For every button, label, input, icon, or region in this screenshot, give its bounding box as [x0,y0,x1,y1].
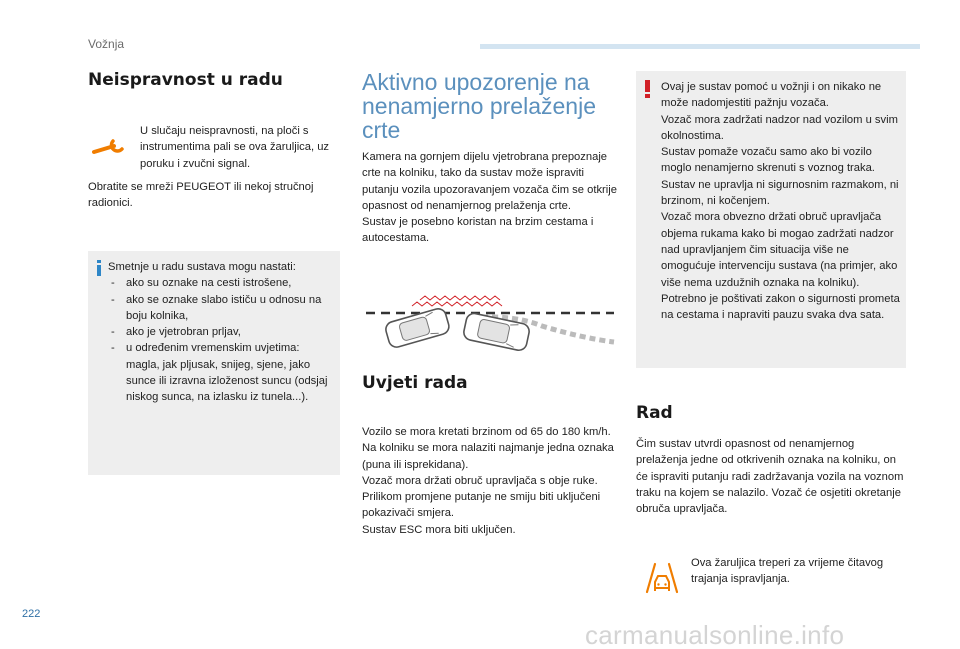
lane-keep-icon [644,562,680,594]
malfunction-title: Neispravnost u radu [88,70,283,90]
list-item: - u određenim vremenskim uvjetima: magla, jak pljusak, snijeg, sjene, jako sunce ili izravna izloženost suncu (odsjaj niskog sunca, na izlasku iz tunela...). [108,340,336,405]
warning-icon [645,80,650,98]
conditions-list [362,424,620,538]
page-number: 222 [22,608,41,620]
lane-assist-title [362,70,622,142]
warning-box [636,71,906,368]
lamp-flash-text: Ova žaruljica treperi za vrijeme čitavog trajanja ispravljanja. [691,557,884,586]
operation-title: Rad [636,403,673,423]
list-item: - ako su oznake na cesti istrošene, [108,275,336,291]
wrench-icon [92,135,126,157]
warning-paragraph: Vozač mora obvezno držati obruč upravljača objema rukama kako bi mogao zadržati nadzor nad upravljanjem čim situacija više ne omogućuje intervenciju sustava (na primjer, ako više nema uzdužnih oznaka na kolniku). [661,211,898,289]
watermark: carmanualsonline.info [585,620,845,649]
note-box [88,251,340,475]
intro-paragraph: Kamera na gornjem dijelu vjetrobrana prepoznaje crte na kolniku, tako da sustav može ispraviti putanju vozila upozoravanjem vozača čim se otkrije opasnost od nenamjernog prelaženja crte. [362,151,617,212]
list-item: Na kolniku se mora nalaziti najmanje jedna oznaka (puna ili isprekidana). [362,442,614,471]
operation-text: Čim sustav utvrdi opasnost od nenamjernog prelaženja jedne od otkrivenih oznaka na kolniku, on će ispraviti putanju radi zadržavanja vozila na voznom traku na kojem se nalazilo. Vozač će osjetiti okretanje obruča upravljača. [636,438,904,516]
contact-network-text: Obratite se mreži PEUGEOT ili nekoj stručnoj radionici. [88,181,314,210]
section-label: Vožnja [88,37,125,51]
list-item: Vozač mora držati obruč upravljača s obje ruke. [362,474,598,487]
warning-paragraph: Vozač mora zadržati nadzor nad vozilom u svim okolnostima. [661,113,898,142]
list-item: Prilikom promjene putanje ne smiju biti uključeni pokazivači smjera. [362,491,601,520]
title-line: crte [362,117,401,143]
lane-assist-intro [362,149,620,247]
lane-correction-illustration [362,280,618,358]
note-intro: Smetnje u radu sustava mogu nastati: [108,261,296,273]
note-list [108,275,336,405]
info-icon [97,260,101,276]
warning-paragraph: Ovaj je sustav pomoć u vožnji i on nikako ne može nadomjestiti pažnju vozača. [661,81,882,110]
list-item: Vozilo se mora kretati brzinom od 65 do 180 km/h. [362,426,611,438]
list-item: - ako je vjetrobran prljav, [108,324,336,340]
warning-lamp-text: U slučaju neispravnosti, na ploči s instrumentima pali se ova žaruljica, uz poruku i zvučni signal. [140,125,330,170]
title-line: nenamjerno prelaženje [362,93,596,119]
intro-paragraph: Sustav je posebno koristan na brzim cestama i autocestama. [362,216,594,245]
list-item: - ako se oznake slabo ističu u odnosu na boju kolnika, [108,292,336,325]
warning-paragraph: Sustav pomaže vozaču samo ako bi vozilo moglo nenamjerno skrenuti s voznog traka. Sustav ne upravlja ni sigurnosnim razmakom, ni brzinom, ni kočenjem. [661,146,899,208]
warning-paragraph: Potrebno je poštivati zakon o sigurnosti prometa na cestama i napraviti pauzu svaka dva sata. [661,292,900,322]
header-bar [480,44,920,49]
title-line: Aktivno upozorenje na [362,69,590,95]
conditions-title: Uvjeti rada [362,373,468,393]
list-item: Sustav ESC mora biti uključen. [362,523,516,536]
